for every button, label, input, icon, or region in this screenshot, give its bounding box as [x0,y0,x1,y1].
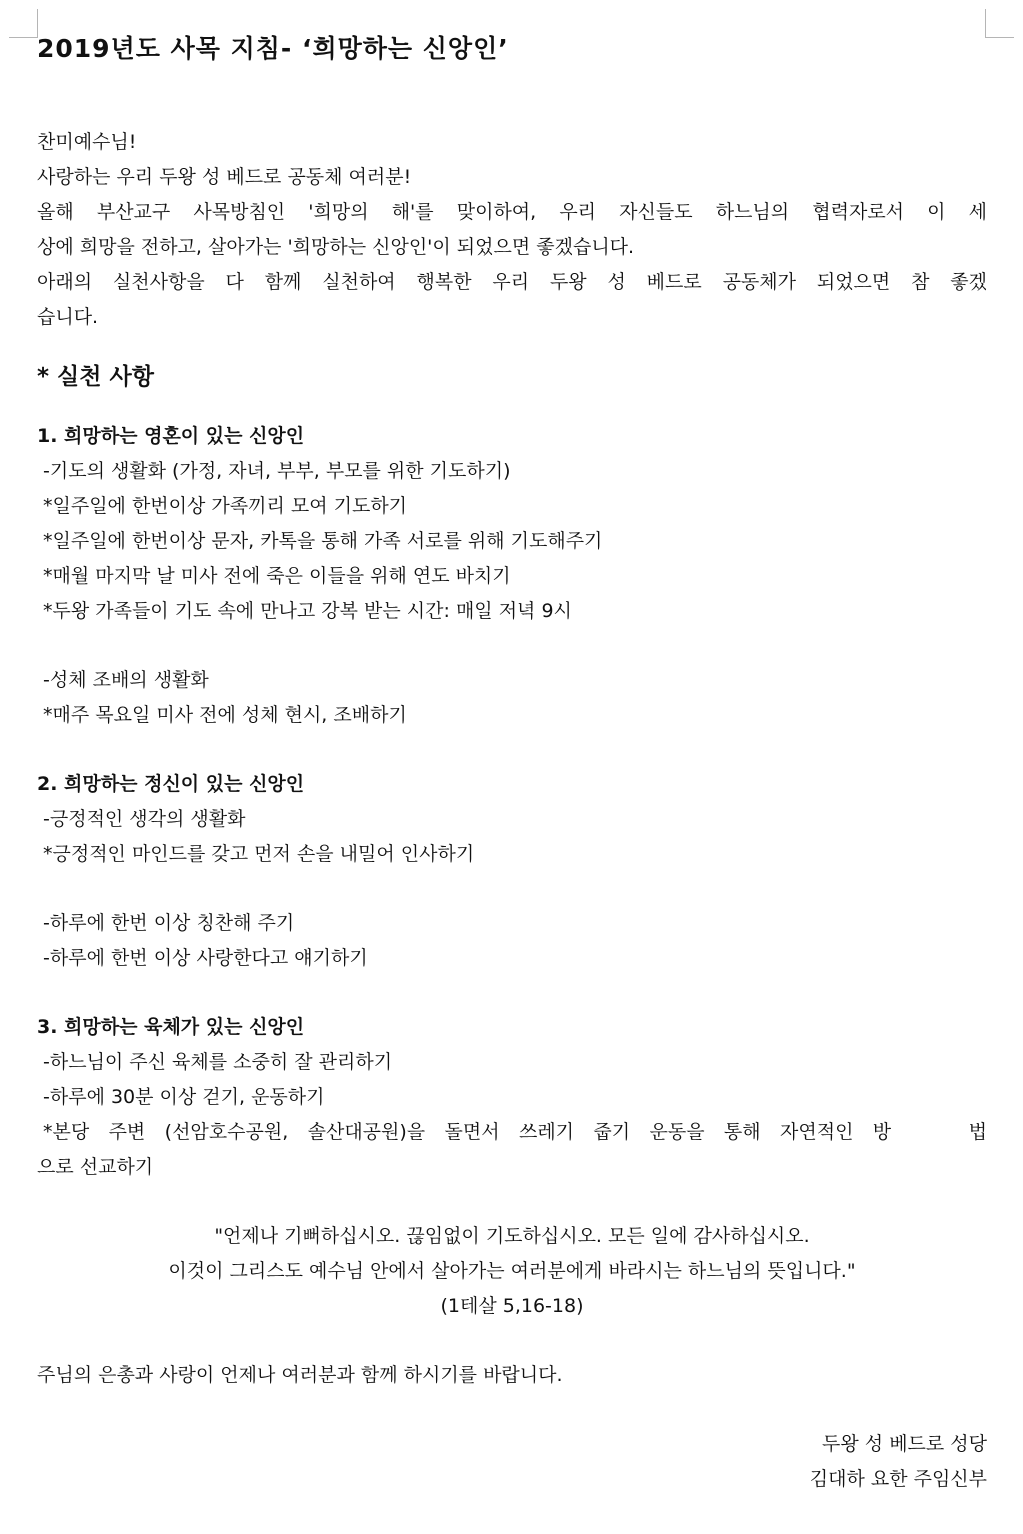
address-line: 사랑하는 우리 두왕 성 베드로 공동체 여러분! [37,166,412,188]
page-corner-mark-top-right [985,9,1014,38]
section-heading-soul: 1. 희망하는 영혼이 있는 신앙인 [37,425,305,447]
practice-item: -성체 조배의 생활화 [43,669,209,691]
practice-item: -기도의 생활화 (가정, 자녀, 부부, 부모를 위한 기도하기) [43,460,511,482]
section-heading-spirit: 2. 희망하는 정신이 있는 신앙인 [37,773,305,795]
signature-parish: 두왕 성 베드로 성당 [822,1433,987,1455]
practice-item: *긍정적인 마인드를 갖고 먼저 손을 내밀어 인사하기 [43,843,475,865]
practice-item: -하루에 30분 이상 걷기, 운동하기 [43,1086,325,1108]
document-title: 2019년도 사목 지침- ‘희망하는 신앙인’ [37,34,509,63]
intro-paragraph-line: 상에 희망을 전하고, 살아가는 '희망하는 신앙인'이 되었으면 좋겠습니다. [37,236,635,258]
page-corner-mark-top-left [9,9,38,38]
practice-item: *일주일에 한번이상 문자, 카톡을 통해 가족 서로를 위해 기도해주기 [43,530,603,552]
practice-item: *두왕 가족들이 기도 속에 만나고 강복 받는 시간: 매일 저녁 9시 [43,600,572,622]
practice-item: -하루에 한번 이상 사랑한다고 얘기하기 [43,947,368,969]
practice-item: -하루에 한번 이상 칭찬해 주기 [43,912,295,934]
closing-blessing: 주님의 은총과 사랑이 언제나 여러분과 함께 하시기를 바랍니다. [37,1364,563,1386]
section-heading-body: 3. 희망하는 육체가 있는 신앙인 [37,1016,305,1038]
document-page [37,28,987,1497]
practice-item: *매월 마지막 날 미사 전에 죽은 이들을 위해 연도 바치기 [43,565,511,587]
practice-heading: * 실천 사항 [37,364,154,390]
bible-quote-citation: (1테살 5,16-18) [440,1295,584,1317]
greeting-line: 찬미예수님! [37,131,137,153]
intro-paragraph-line: 습니다. [37,306,99,328]
bible-quote-line: "언제나 기뻐하십시오. 끊임없이 기도하십시오. 모든 일에 감사하십시오. [214,1225,810,1247]
practice-item: *본당 주변 (선암호수공원, 솔산대공원)을 돌면서 쓰레기 줍기 운동을 통해 자연적인 방 법 [43,1121,987,1143]
intro-paragraph-line: 올해 부산교구 사목방침인 '희망의 해'를 맞이하여, 우리 자신들도 하느님의 협력자로서 이 세 [37,201,987,223]
practice-item: *매주 목요일 미사 전에 성체 현시, 조배하기 [43,704,407,726]
bible-quote-line: 이것이 그리스도 예수님 안에서 살아가는 여러분에게 바라시는 하느님의 뜻입니다." [168,1260,856,1282]
practice-item: *일주일에 한번이상 가족끼리 모여 기도하기 [43,495,408,517]
signature-pastor: 김대하 요한 주임신부 [809,1468,987,1490]
practice-item: -하느님이 주신 육체를 소중히 잘 관리하기 [43,1051,393,1073]
practice-item: -긍정적인 생각의 생활화 [43,808,246,830]
intro-paragraph-line: 아래의 실천사항을 다 함께 실천하여 행복한 우리 두왕 성 베드로 공동체가 되었으면 참 좋겠 [37,271,987,293]
practice-item: 으로 선교하기 [37,1156,154,1178]
